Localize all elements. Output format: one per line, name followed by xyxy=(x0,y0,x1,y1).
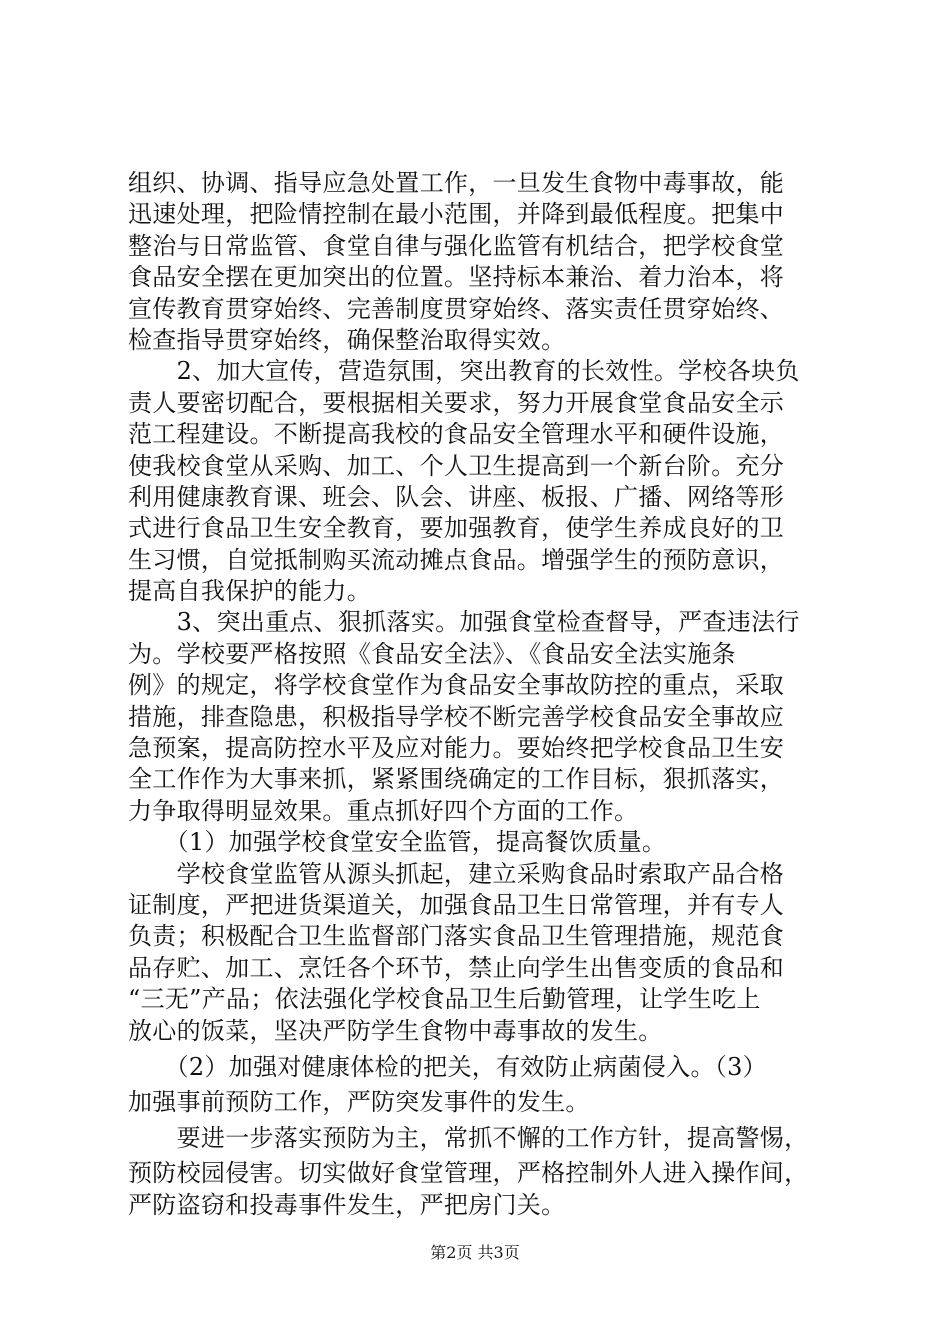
text-line: “三无”产品；依法强化学校食品卫生后勤管理，让学生吃上 xyxy=(128,985,761,1014)
text-line: 宣传教育贯穿始终、完善制度贯穿始终、落实责任贯穿始终、 xyxy=(128,294,785,323)
text-line: 要进一步落实预防为主，常抓不懈的工作方针，提高警惕， xyxy=(128,1124,809,1153)
text-line: 预防校园侵害。切实做好食堂管理，严格控制外人进入操作间， xyxy=(128,1159,809,1188)
text-line: 生习惯，自觉抵制购买流动摊点食品。增强学生的预防意识， xyxy=(128,545,785,574)
text-line: 责人要密切配合，要根据相关要求，努力开展食堂食品安全示 xyxy=(128,388,785,417)
text-line: （2）加强对健康体检的把关，有效防止病菌侵入。（3） xyxy=(128,1052,767,1081)
text-line: 学校食堂监管从源头抓起，建立采购食品时索取产品合格 xyxy=(128,859,785,888)
text-line: 急预案，提高防控水平及应对能力。要始终把学校食品卫生安 xyxy=(128,734,785,763)
text-line: 整治与日常监管、食堂自律与强化监管有机结合，把学校食堂 xyxy=(128,231,785,260)
text-line: 3、突出重点、狠抓落实。加强食堂检查督导，严查违法行 xyxy=(128,608,800,637)
text-line: 食品安全摆在更加突出的位置。坚持标本兼治、着力治本，将 xyxy=(128,263,785,292)
text-line: 使我校食堂从采购、加工、个人卫生提高到一个新台阶。充分 xyxy=(128,451,785,480)
text-line: 严防盗窃和投毒事件发生，严把房门关。 xyxy=(128,1190,566,1219)
text-line: 加强事前预防工作，严防突发事件的发生。 xyxy=(128,1087,590,1116)
text-line: 2、加大宣传，营造氛围，突出教育的长效性。学校各块负 xyxy=(128,357,800,386)
text-line: 负责；积极配合卫生监督部门落实食品卫生管理措施，规范食 xyxy=(128,922,785,951)
text-line: 措施，排查隐患，积极指导学校不断完善学校食品安全事故应 xyxy=(128,702,785,731)
text-line: 提高自我保护的能力。 xyxy=(128,577,371,606)
text-line: 检查指导贯穿始终，确保整治取得实效。 xyxy=(128,325,566,354)
text-line: 证制度，严把进货渠道关，加强食品卫生日常管理，并有专人 xyxy=(128,890,785,919)
text-line: 全工作作为大事来抓，紧紧围绕确定的工作目标，狠抓落实， xyxy=(128,765,785,794)
text-line: （1）加强学校食堂安全监管，提高餐饮质量。 xyxy=(128,828,667,857)
text-line: 例》的规定，将学校食堂作为食品安全事故防控的重点，采取 xyxy=(128,671,785,700)
document-body xyxy=(128,168,828,1221)
text-line: 品存贮、加工、烹饪各个环节，禁止向学生出售变质的食品和 xyxy=(128,953,785,982)
text-line: 范工程建设。不断提高我校的食品安全管理水平和硬件设施， xyxy=(128,420,785,449)
page-number-footer: 第2页 共3页 xyxy=(430,1243,520,1262)
text-line: 利用健康教育课、班会、队会、讲座、板报、广播、网络等形 xyxy=(128,482,785,511)
text-line: 组织、协调、指导应急处置工作，一旦发生食物中毒事故，能 xyxy=(128,169,785,197)
text-line: 放心的饭菜，坚决严防学生食物中毒事故的发生。 xyxy=(128,1016,663,1045)
text-line: 为。学校要严格按照《食品安全法》、《食品安全法实施条 xyxy=(128,639,736,668)
text-line: 力争取得明显效果。重点抓好四个方面的工作。 xyxy=(128,796,639,825)
text-line: 式进行食品卫生安全教育，要加强教育，使学生养成良好的卫 xyxy=(128,514,785,543)
text-line: 迅速处理，把险情控制在最小范围，并降到最低程度。把集中 xyxy=(128,200,785,229)
